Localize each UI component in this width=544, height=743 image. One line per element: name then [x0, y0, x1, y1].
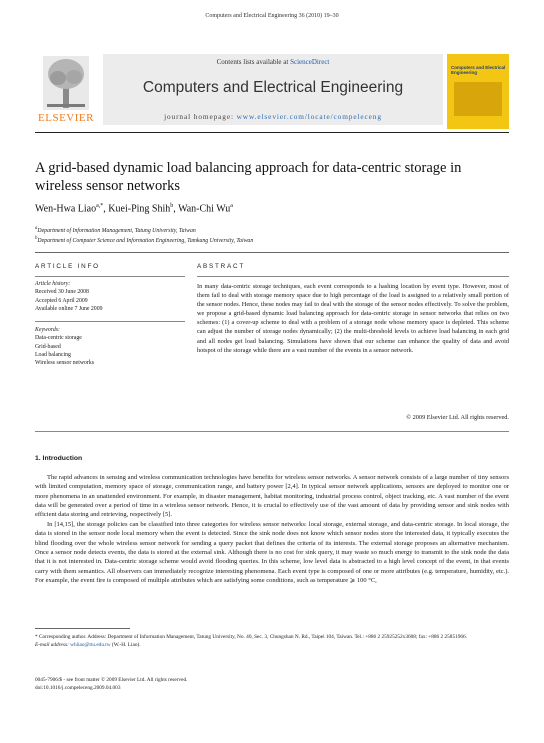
- introduction-paragraph: In [14,15], the storage policies can be classified into three categories for wireless sensor networks: local storage, external storage, and data-centric storage. In local storage, the data is stored in the sensor node local memory when the event is detected. Since the sink node does not know which sensor nodes store the interested data, it typically executes the blind flooding over the whole wireless sensor network for sending a query packet that defines the criteria of its interests. The external storage proposes an alternative mechanism. Once a sensor node detects events, the data is stored at the external sink. Although there is no cost for sink query, it may waste so much energy to transmit to the sink node the data that it is not interested in. Data-centric storage scheme would avoid flooding queries. In this scheme, low level data is abstracted to a high level concept of the event, in that events carry with them semantics. All observers can immediately recognize interesting phenomena. Each event type is composed of one or more attributes (e.g. temperature, humidity, etc.). For example, the event fire is composed of multiple attributes which are satisfying some conditions, such as temperature ⩾ 100 °C,: [35, 521, 509, 585]
- keyword: Wireless sensor networks: [35, 360, 95, 367]
- keywords-label: Keywords:: [35, 327, 60, 333]
- affiliation-text: Department of Computer Science and Information Engineering, Tamkang University, Taiwan: [37, 238, 254, 245]
- doi-line[interactable]: doi:10.1016/j.compeleceng.2009.04.003: [35, 685, 121, 692]
- abstract-heading: ABSTRACT: [197, 263, 245, 270]
- keyword: Data-centric storage: [35, 335, 82, 342]
- affiliation-mark: b: [35, 236, 38, 242]
- author-affiliation-mark[interactable]: a,*: [96, 203, 104, 209]
- contents-line: [103, 58, 443, 66]
- author-list: Wen-Hwa Liao$^{a,*}$, Kuei-Ping Shih$^b$, Wan-Chi Wu$^a$: [35, 203, 233, 215]
- online-date: Available online 7 June 2009: [35, 305, 103, 312]
- affiliation-mark: a: [35, 226, 38, 231]
- front-matter-info: [35, 676, 187, 692]
- journal-cover-thumbnail: [447, 54, 509, 129]
- author-name: Wan-Chi Wu: [178, 203, 231, 215]
- homepage-prefix: journal homepage:: [164, 112, 237, 121]
- introduction-heading: 1. Introduction: [35, 455, 83, 462]
- affiliation-text: Department of Information Management, Tatung University, Taiwan: [37, 227, 196, 234]
- article-history: [35, 280, 185, 313]
- header-divider: [35, 252, 509, 253]
- affiliation: [35, 235, 509, 245]
- journal-title: Computers and Electrical Engineering: [142, 79, 404, 96]
- masthead-rule: [35, 132, 509, 133]
- elsevier-tree-icon: [43, 56, 89, 110]
- received-date: Received 30 June 2008: [35, 289, 89, 296]
- author-affiliation-mark[interactable]: a: [230, 203, 233, 209]
- keyword: Load balancing: [35, 351, 71, 358]
- footnote-rule: [35, 628, 130, 629]
- abstract-rule: [197, 276, 509, 277]
- cover-title: Computers and Electrical Engineering: [451, 65, 506, 75]
- contents-prefix: Contents lists available at: [216, 58, 291, 66]
- abstract-text: In many data-centric storage techniques, each event corresponds to a hashing location by event type. However, most of them fail to deal with storage memory space due to high percentage of the load is assigned to a relatively small portion of the sensor nodes. Hence, these nodes may fail to deal with the storage of the sensor nodes effectively. To solve the problem, we propose a grid-based dynamic load balancing approach for data-centric storage in sensor networks that relies on two schemes: (1) a cover-up scheme to deal with a problem of a storage node whose memory space is depleted. This scheme can adjust the number of storage nodes dynamically; (2) the multi-threshold levels to achieve load balancing in each grid and all nodes get load balancing. Simulations have shown that our scheme can enhance the quality of data and avoid hotspot of the storage while there are a vast number of the events in a sensor network.: [197, 283, 509, 354]
- email-label: E-mail address:: [35, 642, 69, 649]
- email-suffix: (W.-H. Liao).: [110, 642, 141, 649]
- copyright-notice: © 2009 Elsevier Ltd. All rights reserved.: [406, 414, 509, 421]
- corresponding-author-note: * Corresponding author. Address: Department of Information Management, Tatung University, No. 40, Sec. 3, Chungshan N. Rd., Taipei 104, Taiwan. Tel.: +886 2 25925252x3608; fax: +886 2 25851966.: [35, 634, 468, 640]
- abstract-bottom-rule: [35, 431, 509, 432]
- homepage-link[interactable]: www.elsevier.com/locate/compeleceng: [236, 112, 382, 121]
- article-info-heading: ARTICLE INFO: [35, 263, 100, 270]
- footnotes: [35, 633, 509, 649]
- history-label: Article history:: [35, 281, 71, 287]
- affiliation: [35, 225, 509, 235]
- keyword: Grid-based: [35, 343, 61, 350]
- elsevier-wordmark: ELSEVIER: [38, 112, 94, 124]
- cover-artwork: [454, 82, 502, 116]
- author-name: Wen-Hwa Liao: [35, 203, 97, 215]
- issn-line: 0045-7906/$ - see front matter © 2009 Elsevier Ltd. All rights reserved.: [35, 677, 188, 683]
- author-name: Kuei-Ping Shih: [108, 203, 171, 215]
- author-affiliation-mark[interactable]: b: [170, 203, 174, 209]
- accepted-date: Accepted 6 April 2009: [35, 297, 88, 304]
- journal-banner: [103, 54, 443, 125]
- elsevier-logo: [35, 54, 97, 129]
- article-info-rule: [35, 276, 185, 277]
- keywords: [35, 326, 185, 367]
- email-link[interactable]: whliao@ttu.edu.tw: [70, 642, 111, 649]
- introduction-paragraph: The rapid advances in sensing and wireless communication technologies have benefits for wireless sensor networks. A sensor network consists of a large number of tiny sensors with limited computation, memory space of storage, communication range, and battery power [2,4]. In typical sensor network applications, sensors are deployed to monitor one or more phenomena in an unattended environment. For example, in disaster management, habitat monitoring, industrial process control, object tracking, etc. A vast number of the event data will be generated over a period of time in a wireless sensor network. Hence, it is crucial to effectively use of the vast amount of data by providing sensor and sink nodes with efficient data storing and retrieving, respectively [5].: [35, 474, 509, 519]
- article-title: A grid-based dynamic load balancing approach for data-centric storage in wireless sensor networks: [35, 160, 462, 194]
- journal-citation-line: Computers and Electrical Engineering 36 (2010) 19–30: [205, 13, 339, 19]
- homepage-line: [103, 112, 443, 121]
- affiliations: [35, 225, 509, 246]
- history-rule: [35, 321, 185, 322]
- email-note: [35, 641, 509, 649]
- sciencedirect-link[interactable]: ScienceDirect: [290, 58, 330, 66]
- masthead: [35, 54, 509, 129]
